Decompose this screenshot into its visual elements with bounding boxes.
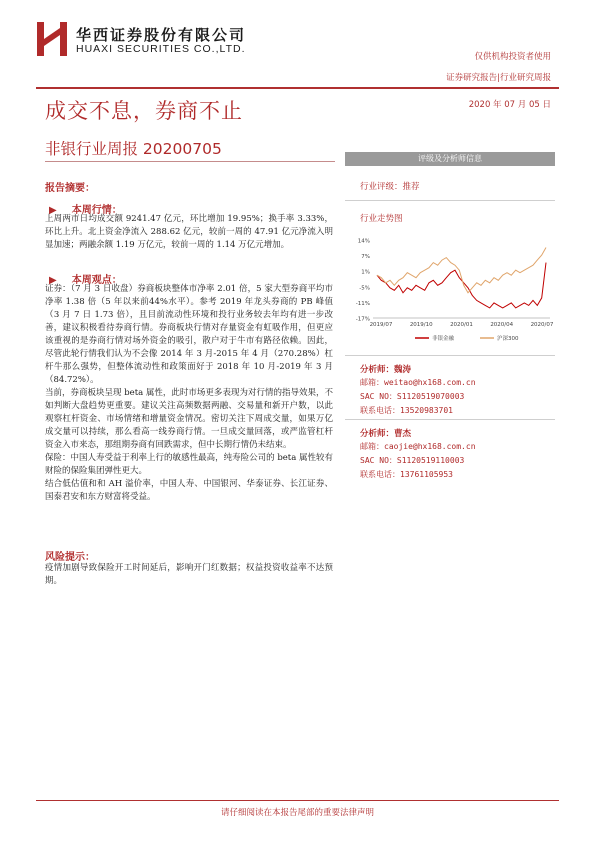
y-tick-label: 1% bbox=[361, 269, 370, 276]
report-title: 成交不息，券商不止 bbox=[45, 99, 243, 123]
weekly-market-text: 上周两市日均成交额 9241.47 亿元，环比增加 19.95%；换手率 3.33%，环比上升。北上资金净流入 288.62 亿元，较前一周的 47.91 亿元净流入明显加速；两融余额 1.19 万亿元，较前一周的 1.14 万亿元增加。 bbox=[45, 214, 333, 250]
report-subtitle: 非银行业周报 20200705 bbox=[45, 140, 222, 158]
section-heading: 本周行情： bbox=[71, 205, 122, 216]
y-tick-label: -5% bbox=[359, 285, 370, 292]
brand-name-cn: 华西证券股份有限公司 bbox=[76, 26, 247, 44]
paragraph: 当前，券商板块呈现 beta 属性，此时市场更多表现为对行情的指导效果，不如判断大盘趋势更重要。建议关注高频数据两融、交易量和新开户数，以此观察杠杆资金、市场情绪和增量资金情况。密切关注下周成交量，如果万亿成交量可以持续，那么看高一线券商行情。一旦成交量回落，或严监管杠杆资金入市来态，那组期券商有回跌需求，但中长期行情仍未结束。 bbox=[45, 388, 333, 450]
analyst-2-name: 分析师：曹杰 bbox=[360, 429, 412, 439]
industry-rating: 行业评级：推荐 bbox=[360, 182, 420, 192]
sidebar-divider bbox=[345, 355, 555, 356]
sidebar-divider bbox=[345, 200, 555, 201]
analyst-1-sac: SAC NO：S1120519070003 bbox=[360, 392, 465, 401]
paragraph: 结合低估值和和 AH 溢价率，中国人寿、中国银河、华泰证券、长江证券、国泰君安和东方财富将受益。 bbox=[45, 479, 333, 502]
y-tick-label: 7% bbox=[361, 254, 370, 261]
analyst-2-phone: 联系电话：13761105953 bbox=[360, 470, 453, 479]
series-line-1 bbox=[377, 263, 546, 308]
x-tick-label: 2020/04 bbox=[490, 322, 514, 328]
risk-heading: 风险提示： bbox=[45, 552, 95, 563]
brand-name-en: HUAXI SECURITIES CO.,LTD. bbox=[76, 43, 246, 55]
summary-heading: 报告摘要： bbox=[45, 183, 95, 194]
x-tick-label: 2020/07 bbox=[530, 322, 554, 328]
paragraph: 保险：中国人寿受益于利率上行的敏感性最高，纯寿险公司的 beta 属性较有财险的保险集团弹性更大。 bbox=[45, 453, 333, 476]
analyst-2-email: 邮箱：caojie@hx168.com.cn bbox=[360, 442, 476, 451]
x-tick-label: 2019/07 bbox=[369, 322, 393, 328]
triangle-bullet-icon: ▶ bbox=[49, 275, 57, 286]
x-tick-label: 2019/10 bbox=[409, 322, 433, 328]
paragraph: 证券：（7 月 3 日收盘）券商板块整体市净率 2.01 倍，5 家大型券商平均市净率 1.38 倍（5 年以来前44%水平）。参考 2019 年龙头券商的 PB 峰值（3 月 7 日 1.73 倍），且目前流动性环境和投行业务较去年均有进一步改善，建议积极看待券商行情。券商板块行情对存量资金有虹吸作用，但更应该重视的是券商行情对场外资金的吸引，散户对于牛市有路径依赖。因此，尽管此轮行情我们认为不会像 2014 年 3 月-2015 年 4 月（270.28%）杠杆牛那么强势，但整体流动性和政策面好于 2018 年 10 月-2019 年 3 月（84.72%）。 bbox=[45, 284, 333, 385]
y-tick-label: 14% bbox=[357, 238, 370, 245]
huaxi-logo-icon bbox=[37, 22, 67, 56]
risk-text: 疫情加剧导致保险开工时间延后，影响开门红数据；权益投资收益率不达预期。 bbox=[45, 563, 333, 586]
legend-label: 非银金融 bbox=[432, 336, 455, 342]
chart-label: 行业走势图 bbox=[360, 214, 403, 224]
analyst-1-name: 分析师：魏涛 bbox=[360, 365, 412, 375]
triangle-bullet-icon: ▶ bbox=[49, 205, 57, 216]
audience-note: 仅供机构投资者使用 bbox=[474, 52, 551, 62]
analyst-2-sac: SAC NO：S1120519110003 bbox=[360, 456, 465, 465]
x-tick-label: 2020/01 bbox=[450, 322, 473, 328]
legend-label: 沪深300 bbox=[497, 336, 519, 342]
y-tick-label: -17% bbox=[355, 316, 370, 323]
sidebar-divider bbox=[345, 419, 555, 420]
section-heading: 本周观点： bbox=[71, 275, 122, 286]
header-divider bbox=[36, 87, 559, 89]
series-line-2 bbox=[377, 248, 546, 293]
weekly-view-text bbox=[45, 283, 333, 504]
report-category: 证券研究报告|行业研究周报 bbox=[446, 73, 551, 83]
y-tick-label: -11% bbox=[355, 300, 370, 307]
analyst-1-phone: 联系电话：13520983701 bbox=[360, 406, 453, 415]
legal-notice: 请仔细阅读在本报告尾部的重要法律声明 bbox=[220, 808, 374, 818]
footer-divider bbox=[36, 800, 559, 801]
subtitle-divider bbox=[45, 161, 335, 162]
sidebar-header: 评级及分析师信息 bbox=[345, 152, 555, 166]
report-date: 2020 年 07 月 05 日 bbox=[468, 100, 551, 110]
industry-trend-chart bbox=[345, 230, 555, 348]
analyst-1-email: 邮箱：weitao@hx168.com.cn bbox=[360, 378, 476, 387]
